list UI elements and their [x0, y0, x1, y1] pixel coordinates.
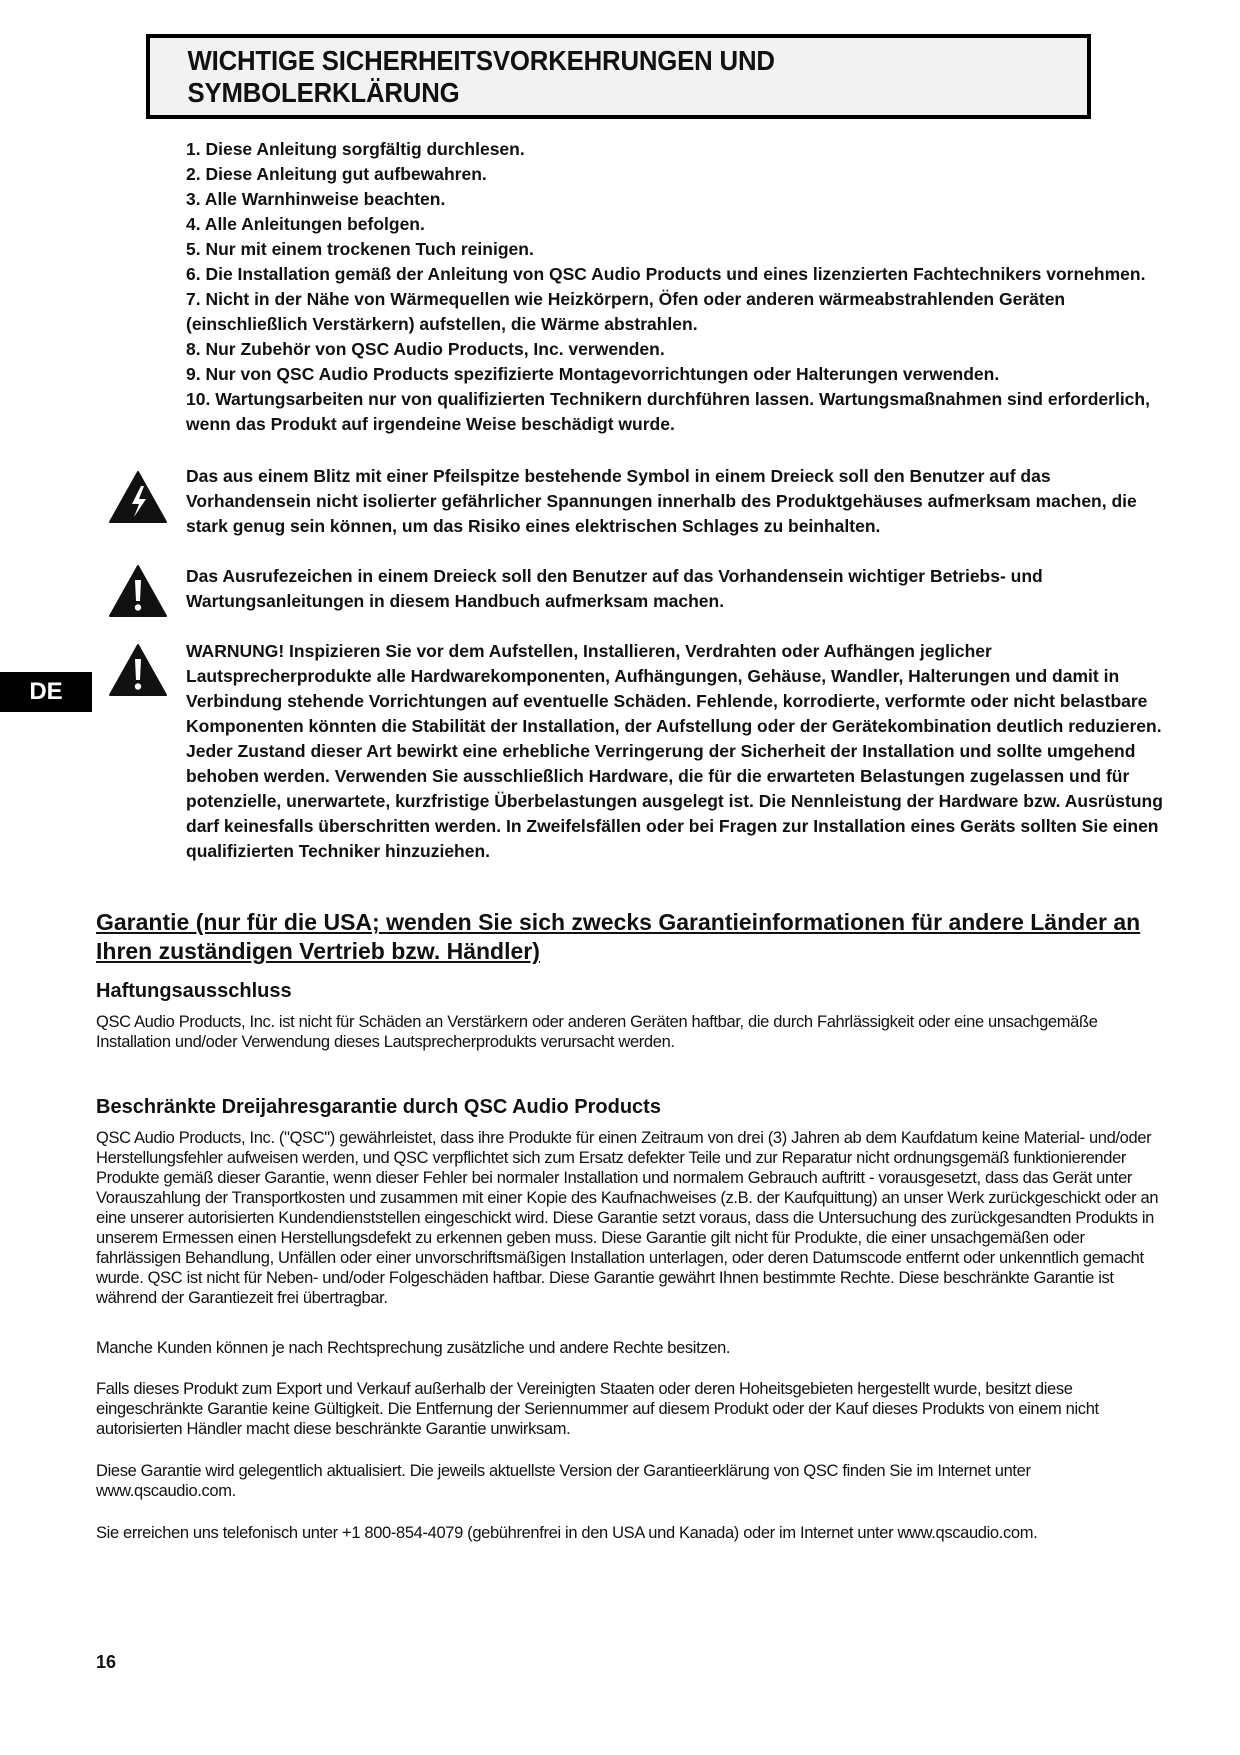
additional-rights-text: Manche Kunden können je nach Rechtsprechung zusätzliche und andere Rechte besitzen. — [96, 1339, 731, 1357]
update-text: Diese Garantie wird gelegentlich aktualisiert. Die jeweils aktuellste Version der Garantieerklärung von QSC finden Sie im Internet unter www.qscaudio.com. — [96, 1462, 1031, 1500]
contact-text: Sie erreichen uns telefonisch unter +1 800-854-4079 (gebührenfrei in den USA und Kanada) oder im Internet unter www.qscaudio.com. — [96, 1524, 1038, 1542]
list-item: 9. Nur von QSC Audio Products spezifizierte Montagevorrichtungen oder Halterungen verwenden. — [186, 364, 1000, 384]
page-title: WICHTIGE SICHERHEITSVORKEHRUNGEN UND SYMBOLERKLÄRUNG — [187, 44, 775, 108]
exclamation-symbol-text: Das Ausrufezeichen in einem Dreieck soll den Benutzer auf das Vorhandensein wichtiger Betriebs- und Wartungsanleitungen in diesem Handbuch aufmerksam machen. — [186, 566, 1043, 611]
lightning-symbol-text: Das aus einem Blitz mit einer Pfeilspitze bestehende Symbol in einem Dreieck soll den Benutzer auf das Vorhandensein nicht isolierter gefährlicher Spannungen innerhalb des Produktgehäuses aufmerksam machen, die stark genug sein können, um das Risiko eines elektrischen Schlages zu beinhalten. — [186, 466, 1137, 536]
title-box — [146, 34, 1091, 119]
list-item: 10. Wartungsarbeiten nur von qualifizierten Technikern durchführen lassen. Wartungsmaßnahmen sind erforderlich, wenn das Produkt auf irgendeine Weise beschädigt wurde. — [186, 389, 1150, 434]
list-item: 6. Die Installation gemäß der Anleitung von QSC Audio Products und eines lizenzierten Fachtechnikers vornehmen. — [186, 264, 1146, 284]
exclamation-triangle-icon — [108, 643, 168, 697]
disclaimer-heading: Haftungsausschluss — [96, 980, 292, 1002]
page-number: 16 — [96, 1652, 117, 1672]
list-item: 7. Nicht in der Nähe von Wärmequellen wie Heizkörpern, Öfen oder anderen wärmeabstrahlenden Geräten (einschließlich Verstärkern) aufstellen, die Wärme abstrahlen. — [186, 289, 1066, 334]
list-item: 8. Nur Zubehör von QSC Audio Products, Inc. verwenden. — [186, 339, 665, 359]
warranty-heading: Garantie (nur für die USA; wenden Sie sich zwecks Garantieinformationen für andere Länder an Ihren zuständigen Vertrieb bzw. Händler) — [96, 909, 1141, 964]
exclamation-triangle-icon — [108, 564, 168, 618]
list-item: 2. Diese Anleitung gut aufbewahren. — [186, 164, 487, 184]
list-item: 1. Diese Anleitung sorgfältig durchlesen. — [186, 139, 525, 159]
language-tab: DE — [0, 672, 92, 712]
list-item: 4. Alle Anleitungen befolgen. — [186, 214, 425, 234]
lightning-triangle-icon — [108, 470, 168, 524]
safety-instructions-list — [186, 137, 1176, 437]
list-item: 3. Alle Warnhinweise beachten. — [186, 189, 446, 209]
limited-warranty-heading: Beschränkte Dreijahresgarantie durch QSC Audio Products — [96, 1096, 661, 1118]
limited-warranty-text: QSC Audio Products, Inc. ("QSC") gewährleistet, dass ihre Produkte für einen Zeitraum von drei (3) Jahren ab dem Kaufdatum keine Material- und/oder Herstellungsfehler aufweisen werden, und QSC verpflichtet sich zum Ersatz defekter Teile und zur Reparatur nicht ordnungsgemäß funktionierender Produkte gemäß dieser Garantie, wenn dieser Fehler bei normaler Installation und normalem Gebrauch auftritt - vorausgesetzt, dass das Gerät unter Vorauszahlung der Transportkosten und zusammen mit einer Kopie des Kaufnachweises (z.B. der Kaufquittung) an unser Werk zurückgeschickt oder an eine unserer autorisierten Kundendienststellen eingeschickt wird. Diese Garantie setzt voraus, dass die Untersuchung des zurückgesandten Produkts in unserem Ermessen einen Herstellungsdefekt zu erkennen geben muss. Diese Garantie gilt nicht für Produkte, die einer unsachgemäßen oder fahrlässigen Behandlung, Unfällen oder einer unvorschriftsmäßigen Installation unterlagen, oder deren Datumscode entfernt oder unkenntlich gemacht wurde. QSC ist nicht für Neben- und/oder Folgeschäden haftbar. Diese Garantie gewährt Ihnen bestimmte Rechte. Diese beschränkte Garantie ist während der Garantiezeit frei übertragbar. — [96, 1129, 1159, 1307]
list-item: 5. Nur mit einem trockenen Tuch reinigen. — [186, 239, 534, 259]
export-text: Falls dieses Produkt zum Export und Verkauf außerhalb der Vereinigten Staaten oder deren Hoheitsgebieten hergestellt wurde, besitzt diese eingeschränkte Garantie keine Gültigkeit. Die Entfernung der Seriennummer auf diesem Produkt oder der Kauf dieses Produkts von einem nicht autorisierten Händler macht diese beschränkte Garantie unwirksam. — [96, 1380, 1099, 1438]
disclaimer-text: QSC Audio Products, Inc. ist nicht für Schäden an Verstärkern oder anderen Geräten haftbar, die durch Fahrlässigkeit oder eine unsachgemäße Installation und/oder Verwendung dieses Lautsprecherprodukts verursacht werden. — [96, 1013, 1098, 1051]
warning-text: WARNUNG! Inspizieren Sie vor dem Aufstellen, Installieren, Verdrahten oder Aufhängen jeglicher Lautsprecherprodukte alle Hardwarekomponenten, Aufhängungen, Gehäuse, Wandler, Halterungen und damit in Verbindung stehende Vorrichtungen auf eventuelle Schäden. Fehlende, korrodierte, verformte oder nicht belastbare Komponenten könnten die Stabilität der Installation, der Aufstellung oder der Gerätekombination deutlich reduzieren. Jeder Zustand dieser Art bewirkt eine erhebliche Verringerung der Sicherheit der Installation und sollte umgehend behoben werden. Verwenden Sie ausschließlich Hardware, die für die erwarteten Belastungen zugelassen und für potenzielle, unerwartete, kurzfristige Überbelastungen ausgelegt ist. Die Nennleistung der Hardware bzw. Ausrüstung darf keinesfalls überschritten werden. In Zweifelsfällen oder bei Fragen zur Installation eines Geräts sollten Sie einen qualifizierten Techniker hinzuziehen. — [186, 641, 1163, 861]
